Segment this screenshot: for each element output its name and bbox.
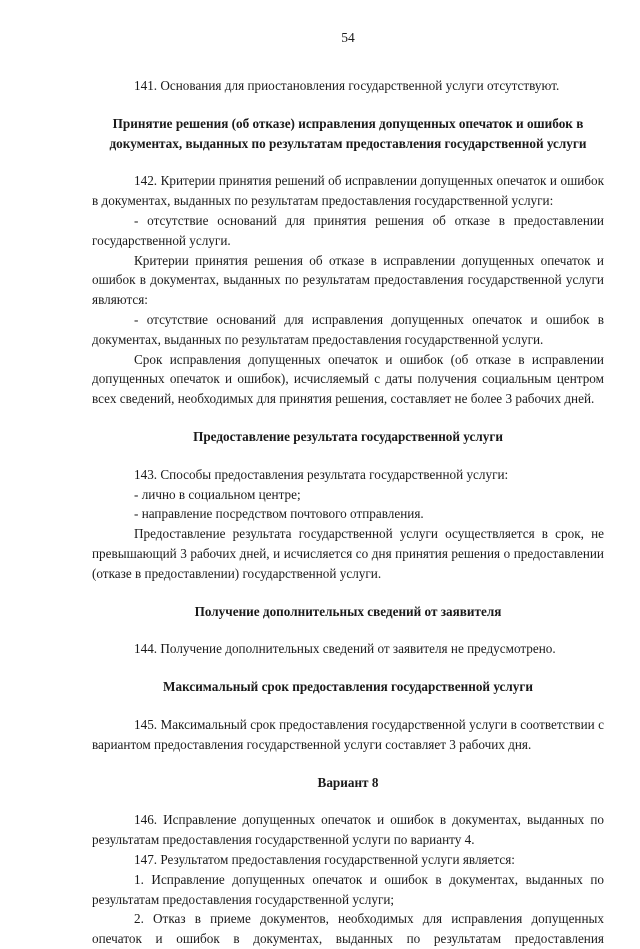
- paragraph-146: 146. Исправление допущенных опечаток и ошибок в документах, выданных по результатам предоставления государственной услуги по варианту 4.: [92, 812, 604, 848]
- page-number: 54: [341, 30, 355, 45]
- heading-max-term: Максимальный срок предоставления государственной услуги: [163, 679, 533, 695]
- list-item-no-grounds-correction: - отсутствие оснований для исправления допущенных опечаток и ошибок в документах, выданных по результатам предоставления государственной услуги.: [92, 311, 604, 347]
- paragraph-result-deadline: Предоставление результата государственной услуги осуществляется в срок, не превышающий 3 рабочих дней, и исчисляется со дня принятия решения о предоставлении (отказе в предоставлении) государственной услуги.: [92, 526, 604, 581]
- paragraph-142: 142. Критерии принятия решений об исправлении допущенных опечаток и ошибок в документах, выданных по результатам предоставления государственной услуги:: [92, 173, 604, 209]
- paragraph-correction-deadline: Срок исправления допущенных опечаток и ошибок (об отказе в исправлении допущенных опечаток и ошибок), исчисляемый с даты получения социальным центром всех сведений, необходимых для принятия решения, составляет не более 3 рабочих дней.: [92, 351, 604, 407]
- paragraph-147: 147. Результатом предоставления государственной услуги является:: [134, 851, 515, 867]
- heading-decision-corrections: Принятие решения (об отказе) исправления допущенных опечаток и ошибок в документах, выданных по результатам предоставления государственной услуги: [109, 115, 587, 151]
- paragraph-143: 143. Способы предоставления результата государственной услуги:: [134, 466, 509, 482]
- paragraph-refusal-criteria: Критерии принятия решения об отказе в исправлении допущенных опечаток и ошибок в документах, выданных по результатам предоставления государственной услуги являются:: [92, 252, 604, 308]
- paragraph-144: 144. Получение дополнительных сведений от заявителя не предусмотрено.: [134, 641, 556, 657]
- list-item-no-grounds-refusal: - отсутствие оснований для принятия решения об отказе в предоставлении государственной услуги.: [92, 212, 604, 248]
- heading-variant-8: Вариант 8: [317, 774, 379, 790]
- list-item-2-refusal: 2. Отказ в приеме документов, необходимых для исправления допущенных опечаток и ошибок в документах, выданных по результатам предоставления: [92, 911, 604, 947]
- heading-additional-info: Получение дополнительных сведений от заявителя: [194, 603, 502, 619]
- list-item-by-mail: - направление посредством почтового отправления.: [134, 506, 424, 522]
- paragraph-141: 141. Основания для приостановления государственной услуги отсутствуют.: [134, 78, 560, 93]
- paragraph-145: 145. Максимальный срок предоставления государственной услуги в соответствии с вариантом предоставления государственной услуги составляет 3 рабочих дня.: [92, 716, 604, 752]
- heading-result-delivery: Предоставление результата государственной услуги: [193, 428, 503, 444]
- list-item-in-person: - лично в социальном центре;: [134, 486, 301, 502]
- list-item-1-correction: 1. Исправление допущенных опечаток и ошибок в документах, выданных по результатам предоставления государственной услуги;: [92, 871, 604, 907]
